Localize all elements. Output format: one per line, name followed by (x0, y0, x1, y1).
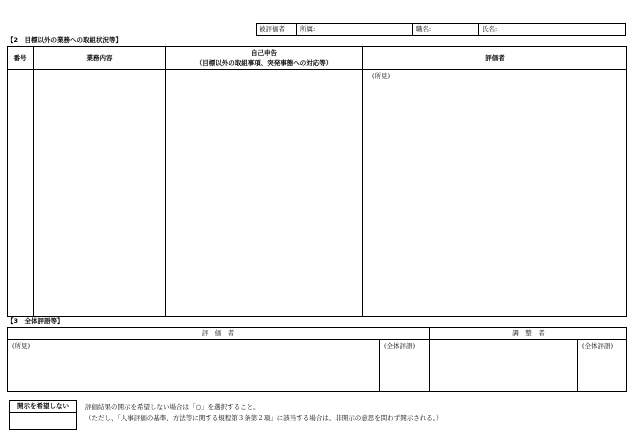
affiliation-field[interactable]: 所属: (300, 25, 316, 33)
evaluator-opinion-cell[interactable] (363, 70, 626, 316)
self-report-cell[interactable] (166, 70, 362, 316)
adjuster-opinion-input[interactable] (430, 340, 577, 391)
no-disclosure-label: 開示を希望しない (17, 402, 69, 410)
name-field[interactable]: 氏名: (482, 25, 498, 33)
section3-title: 【3 全体評語等】 (7, 317, 64, 325)
section2-title: 【2 目標以外の業務への取組状況等】 (7, 36, 123, 44)
col-evaluator-header: 評価者 (485, 54, 505, 62)
overall-opinion-label: (所見) (12, 342, 31, 350)
task-content-cell[interactable] (34, 70, 165, 316)
disclosure-note-1: 評価結果の開示を希望しない場合は「○」を選択すること。 (85, 403, 260, 411)
position-field[interactable]: 職名: (416, 25, 432, 33)
number-cell[interactable] (8, 70, 33, 316)
adjuster-overall-rating-input[interactable] (578, 340, 626, 391)
adjuster-overall-rating-label: (全体評語) (582, 342, 614, 350)
col-self-header-line2: （目標以外の取組事項、突発事態への対応等） (195, 59, 333, 67)
disclosure-note-2: （ただし、「人事評価の基準、方法等に関する規程第３条第２項」に該当する場合は、非開示の意思を問わず開示される。） (85, 414, 443, 422)
evaluator-header: 評 価 者 (201, 329, 235, 337)
evaluator-overall-rating-label: (全体評語) (384, 342, 416, 350)
evaluatee-label: 被評価者 (259, 25, 285, 33)
adjuster-header: 調 整 者 (512, 329, 545, 337)
no-disclosure-checkbox[interactable] (10, 413, 76, 429)
col-task-header: 業務内容 (86, 54, 113, 62)
evaluator-opinion-input[interactable] (8, 340, 379, 391)
evaluator-overall-rating-input[interactable] (380, 340, 429, 391)
col-self-header-line1: 自己申告 (251, 49, 277, 57)
col-number-header: 番号 (13, 54, 27, 62)
evaluator-opinion-label: (所見) (372, 72, 391, 80)
